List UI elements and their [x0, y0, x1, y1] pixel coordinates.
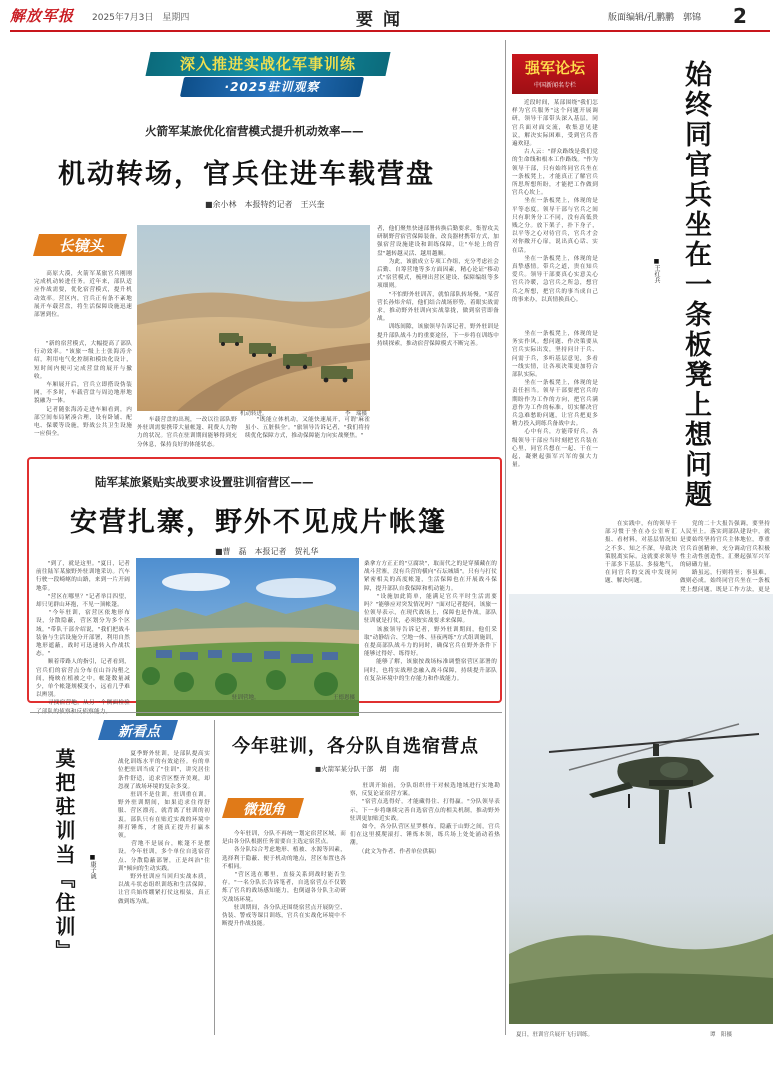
article2-photo-caption: 驻训营地。: [232, 695, 260, 701]
column-logo-title: 强军论坛: [524, 59, 585, 77]
article1-col2b: "既能立体机动，又能快速展开，可谓'麻雀虽小、五脏俱全'。"旅领导告诉记者，"我们将持续优化保障方式，推动保障能力向实战聚焦。": [245, 417, 370, 440]
column-col2: 在实践中，有的领导干部习惯于坐在办公室听汇报、看材料，对基层情况知之不多、知之不深，导致决策脱离实际。这就要求领导干部多下基层、多接地气，在同官兵的交流中发现问题、解决问题。: [605, 521, 677, 585]
article2-photo-credit: 王德恩摄: [333, 695, 356, 701]
page-editor: 版面编辑/孔鹏鹏 郭锦: [608, 13, 702, 23]
helicopter-photo: [509, 594, 773, 1024]
article3-tag: [98, 718, 180, 742]
article2-col3: 桑拿方方正正的"豆腐块"，取而代之的是穿插藏在的战斗营寨，没有兵营的横向"石坛城墙"。只有与打仗紧密相关的高度帐篷，生活保障也在开展战斗保障，提升部队自我保障和机动能力。 "设施加此简单，能满足官兵平时生活需要吗？"能够应对突发情况吗？"面对记者提问，该旅一位领导表示，在现代战场上，保障也是作战，部队驻训就是打仗，必须按实战要求来保障。 该旅领导告诉记者，野外驻训期间，他们采取"动静结合、空地一体、昼夜两练"方式组训施训，在提高部队战斗力的同时，确保官兵在野外条件下能够过得好、练得好。 能够了解，该旅按战场标准调整宿营区部署的同时，也将实战理念融入战斗保障，持续提升部队在复杂环境中的生存能力和作战能力。: [364, 561, 498, 682]
section-divider: [30, 712, 502, 713]
column-divider: [505, 40, 506, 1035]
column-logo: [512, 54, 598, 94]
article1-photo: [137, 225, 370, 411]
helicopter-photo-credit: 谭 阳摄: [710, 1032, 733, 1038]
section-title: 要闻: [356, 10, 410, 30]
article1-kicker: 火箭军某旅优化宿营模式提升机动效率——: [145, 124, 364, 138]
article1-col1-top: 高原大漠，火箭军某旅官兵刚刚完成机动转进任务。近年来，部队适应作战需要，优化宿营模式，提升机动效率。营区内，官兵正有条不紊地展开车载营盘，将生活保障设施迅速部署到位。: [34, 271, 132, 319]
article1-tag-label: 长镜头: [58, 237, 104, 255]
article1-photo-credit: 李 瑞摄: [345, 411, 368, 417]
article1-byline: ■余小林 本报特约记者 王兴奎: [205, 200, 325, 209]
column-logo-subtitle: 中国新闻名专栏: [533, 82, 576, 89]
article2-byline: ■曹 磊 本报记者 贺礼华: [215, 547, 319, 556]
article1-col2: 车载营盘的出现，一改以往部队野外驻训需要携带大量帐篷、耗费人力物力的状况。官兵在驻训期间能够得到充分休息，保持良好的体能状态。: [137, 417, 237, 448]
article1-col1: "新的宿营模式，大幅提高了部队行动效率。"该旅一级上士张海涛介绍，利用电气化控制和模块化设计，短时间内便可完成营盘的展开与撤收。 车厢展开后，官兵立即搭设伪装网，不多时，车载营盘与周边地形地貌融为一体。 记者随张海涛走进车厢看到，内部空间布局紧凑合理，设有卧铺、配电、保暖等设施，野战公共卫生设施一应俱全。: [34, 341, 132, 438]
article3-body: 夏季野外驻训，是部队提高实战化训练水平的有效途径。有的单位把驻训当成了"住训"，讲究居住条件舒适，追求营区整齐美观，却忽视了战场环境的复杂多变。 驻训不是住训，驻训重在训。野外驻训期间，如果追求住得舒服、营区漂亮，就背离了驻训的初衷。部队只有在贴近实战的环境中摔打锤炼，才能真正提升打赢本领。 营地不是展台，帐篷不是摆设。今年驻训，多个单位自选宿营点、分散隐蔽部署，正是纠治"住训"倾向的生动实践。 野外驻训应当回归实战本质，以战斗状态组织训练和生活保障，让官兵始终绷紧打仗这根弦，真正做到练为战。: [118, 751, 210, 905]
helicopter-image: [509, 594, 773, 1024]
article2-col1: "到了，就是这里。"夏日，记者前往陆军某旅野外驻训地采访。汽车行驶一段崎岖的山路，来到一片开阔地带。 "营区在哪里？"记者举目四望，却只见群山环抱，不见一顶帐篷。 "今年驻训，宿营区依地形布设，分散隐蔽，营区划分为多个区域。"带队干部介绍说，"我们把战斗装备与生活设施分开部署，利用自然地形遮蔽，战时可迅速转入作战状态。" 顺着带路人的指引，记者看到，官兵们的宿营点分布在山谷沟壑之间，掩映在植被之中。帐篷数量减少，单个帐篷规模变小，远看几乎难以辨别。 寻找宿营地，从另一个侧面检验: [36, 561, 130, 707]
column-col2b: 党的二十大报告强调，要坚持人民至上。落实到部队建设中，就是要始终坚持官兵主体地位，尊重官兵首创精神，充分调动官兵积极性主动性创造性，汇聚起强军兴军的磅礴力量。 路虽远，行则将至；事虽难，做则必成。始终同官兵坐在一条板凳上想问题，既是工作方法，更是: [680, 521, 770, 593]
issue-date: 2025年7月3日 星期四: [92, 13, 190, 23]
bottom-divider: [214, 720, 215, 1035]
masthead-rule: [10, 30, 770, 32]
column-byline: ■王红兵: [653, 258, 660, 283]
article3-tag-label: 新看点: [118, 724, 160, 740]
series-banner: [110, 50, 410, 100]
article1-col3: 者，他们聚焦快速部署转换后勤要求，集智攻关研制野营宿营保障装备，改良器材携带方式，加强宿营设施建设和训练保障，让"车轮上的营盘"越转越灵活、越用越顺。 为此，该旅成立专项工作组，充分考虑社会后勤、自筹营地等多方面因素，精心论证"移动式"宿营模式，梳理出营区建设、保障编组等多项细则。 "不怕野外驻训苦，就怕部队转场慢。"某营营长孙炜介绍，他们结合战场形势，着眼实战需求，推动野外驻训向实战靠拢，做到宿营即备战。 训练间隙，该旅领导告诉记者，野外驻训是提升部队战斗力的重要途径，下一步将在训练中持续探索，推动宿营保障模式不断完善。: [377, 226, 499, 347]
helicopter-photo-caption: 夏日，驻训官兵展开飞行训练。: [516, 1032, 594, 1038]
article4-headline: 今年驻训，各分队自选宿营点: [232, 736, 479, 757]
column-col1: 近段时间，某部围绕"我们怎样为官兵服务"这个问题开展调研，领导干部带头深入基层，同官兵面对面交流，收集意见建议，解决实际困难，受到官兵普遍欢迎。 古人云："群众路线是我们党的生命线和根本工作路线。"作为领导干部，只有始终同官兵坐在一条板凳上，才能真正了解官兵所思所想所盼，才能把工作做到官兵心坎上。 坐在一条板凳上，体现的是平等态度。领导干部与官兵之间只有职务分工不同，没有高低贵贱之分。放下架子，扑下身子，以平等之心对待官兵，官兵才会对你敞开心扉，说出真心话、实在话。 坐在一条板凳上，体现的是真挚感情。带兵之道，贵在知兵爱兵。领导干部要真心实意关心官兵冷暖，急官兵之所急，想官兵之所想，把官兵的事当成自己的事来办，以真情换真心。: [512, 100, 598, 303]
article4-tag-label: 微视角: [243, 802, 285, 818]
page-number: 2: [733, 4, 747, 28]
article3-vertical-headline: 莫把驻训当『住训』: [52, 748, 76, 964]
article4-tag: [222, 796, 306, 820]
article2-kicker: 陆军某旅紧贴实战要求设置驻训宿营区——: [95, 475, 314, 489]
column-vertical-headline: 始终同官兵坐在一条板凳上想问题: [680, 60, 711, 510]
article4-body: 今年驻训，分队不再统一划定宿营区域，而是由各分队根据任务需要自主选定宿营点。 各分队综合考虑地形、植被、水源等因素，选择利于隐蔽、便于机动的地点，营区布置也各不相同。 "营区选在哪里，直接关系到战时能否生存。"一名分队长告诉笔者，自选宿营点不仅锻炼了官兵的战场感知能力，也倒逼各分队主动研究战场环境。 驻训期间，各分队还围绕宿营点开展防空、伪装、警戒等课目训练，官兵在实战化环境中不断提升作战技能。: [222, 831, 346, 928]
masthead: [0, 0, 780, 34]
column-col1b: 坐在一条板凳上，体现的是务实作风。想问题、作决策要从官兵实际出发，坚持问计于兵、问需于兵，多听基层意见，多看一线实情，让各项决策更加符合部队实际。 坐在一条板凳上，体现的是责任担当。领导干部要把官兵的期盼作为工作的方向，把官兵满意作为工作的标准，切实解决官兵急难愁盼问题，让官兵把更多精力投入到练兵备战中去。 心中有兵，方能带好兵。各级领导干部应当时刻把官兵装在心里，同官兵想在一起、干在一起，凝聚起强军兴军的强大力量。: [512, 331, 598, 469]
article1-headline: 机动转场，官兵住进车载营盘: [58, 159, 435, 190]
article4-byline: ■火箭军某分队干部 胡 南: [315, 765, 400, 773]
banner-line1: 深入推进实战化军事训练: [179, 55, 356, 73]
desert-convoy-image: [137, 225, 370, 411]
article2-headline: 安营扎寨，野外不见成片帐篷: [70, 507, 447, 538]
newspaper-logo: 解放军报: [10, 7, 75, 25]
article1-photo-caption: 机动转进。: [240, 411, 268, 417]
article4-body2: 驻训开始前，分队组织骨干对候选地域进行实地勘察，反复论证宿营方案。 "宿营点选得好，才能藏得住、打得赢。"分队领导表示，下一步将继续完善自选宿营点的相关机制，推动野外驻训更加贴近实战。 如今，各分队营区星罗棋布，隐蔽于山野之间，官兵们在这里摸爬滚打、锤炼本领，练兵场上处处涌动着热潮。 （此文为作者、作者单位供稿）: [350, 783, 500, 855]
article3-byline: ■康子诚: [89, 854, 96, 879]
banner-line2: ·2025驻训观察: [224, 80, 320, 94]
article1-tag: [33, 232, 129, 258]
